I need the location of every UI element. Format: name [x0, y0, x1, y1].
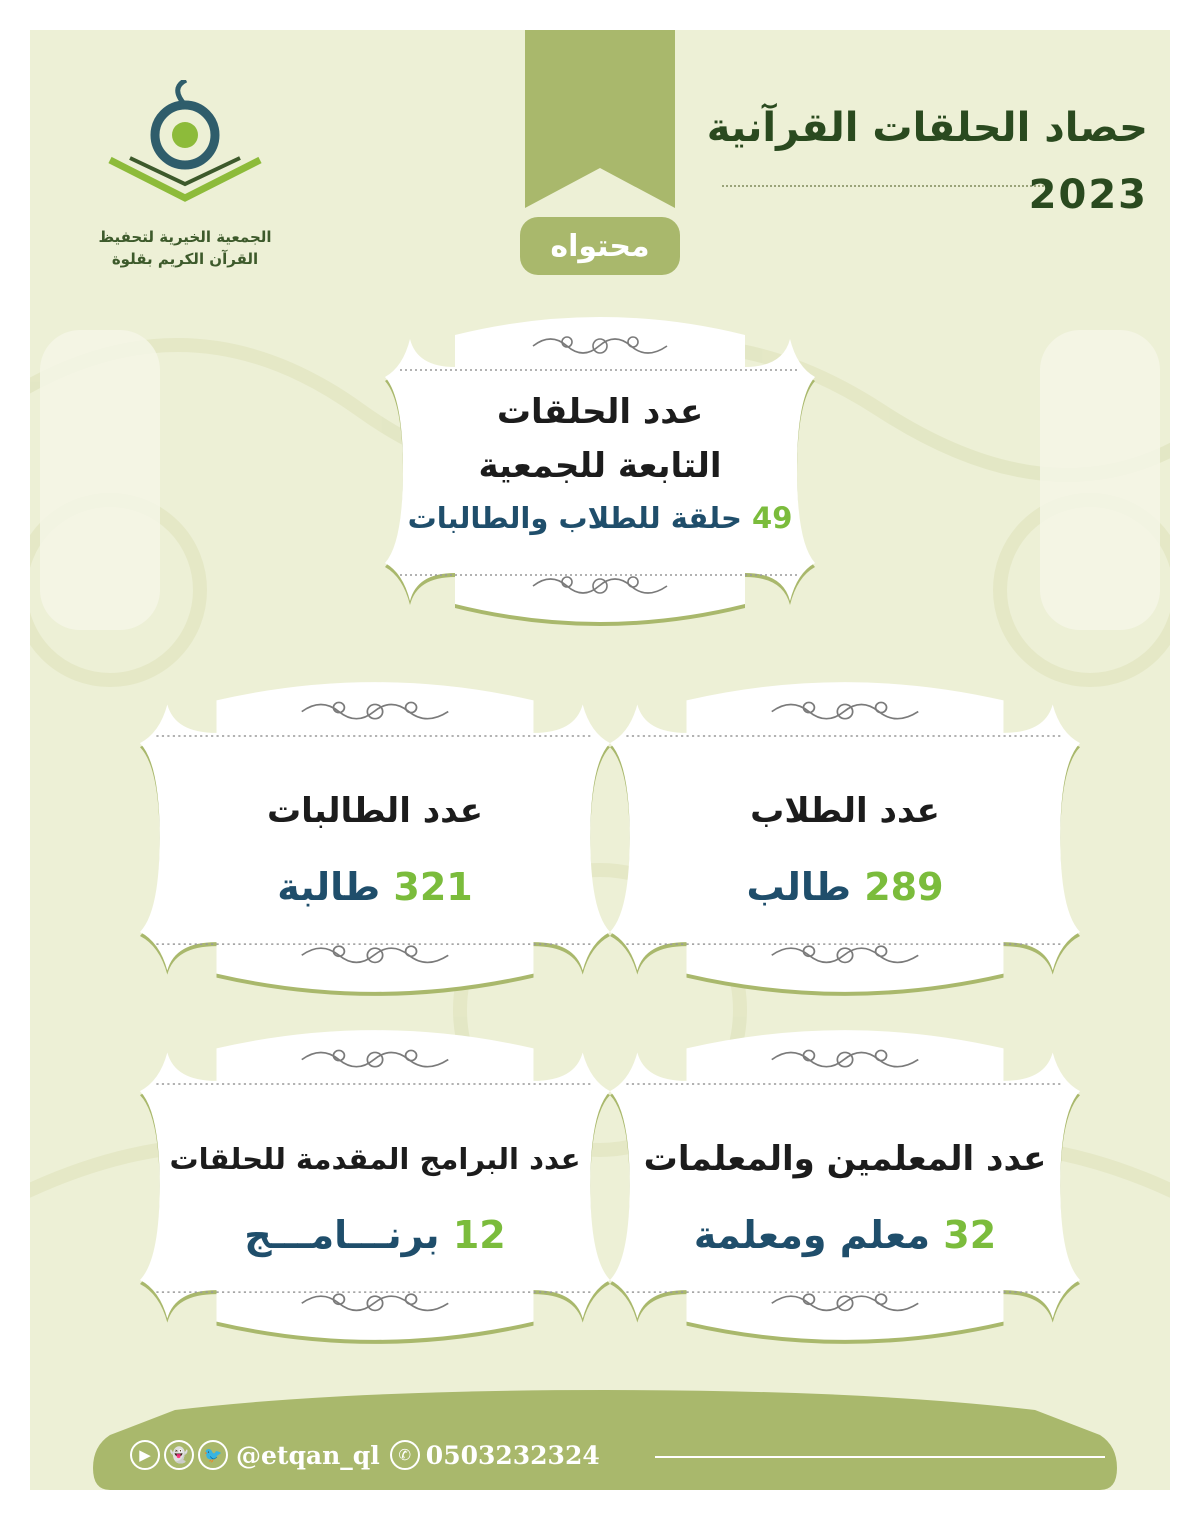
card-female-students-value	[140, 860, 610, 914]
twitter-icon[interactable]: 🐦	[198, 1440, 228, 1470]
card-circles	[385, 307, 815, 632]
social-handle[interactable]: @etqan_ql	[236, 1440, 380, 1470]
card-teachers	[610, 1020, 1080, 1350]
top-ribbon	[525, 30, 675, 208]
logo-line-2: القرآن الكريم بقلوة	[111, 250, 259, 268]
card-teachers-unit: معلم ومعلمة	[693, 1213, 931, 1257]
card-female-students-unit: طالبة	[277, 865, 381, 909]
logo-mark-icon	[90, 80, 280, 220]
card-female-students-number: 321	[393, 865, 473, 909]
card-programs-value	[140, 1208, 610, 1262]
whatsapp-icon[interactable]: ✆	[390, 1440, 420, 1470]
logo-line-1: الجمعية الخيرية لتحفيظ	[98, 228, 272, 246]
card-circles-title-line1: عدد الحلقات	[496, 392, 704, 432]
card-programs-number: 12	[452, 1213, 506, 1257]
card-male-students-title: عدد الطلاب	[750, 791, 940, 831]
card-male-students-unit: طالب	[746, 865, 851, 909]
card-male-students	[610, 672, 1080, 1002]
page-title: حصاد الحلقات القرآنية	[706, 105, 1148, 151]
contents-pill: محتواه	[520, 217, 680, 275]
association-logo	[90, 80, 280, 270]
card-teachers-title: عدد المعلمين والمعلمات	[643, 1139, 1047, 1179]
infographic-page	[30, 30, 1170, 1490]
card-female-students	[140, 672, 610, 1002]
card-programs-title: عدد البرامج المقدمة للحلقات	[169, 1142, 581, 1176]
footer-contacts	[130, 1435, 600, 1475]
title-divider	[722, 185, 1052, 187]
footer-bar	[85, 1390, 1125, 1490]
card-male-students-number: 289	[864, 865, 944, 909]
page-year: 2023	[1028, 172, 1148, 218]
card-circles-value	[385, 493, 815, 543]
card-programs-unit: برنـــامـــج	[244, 1213, 440, 1257]
card-programs	[140, 1020, 610, 1350]
snapchat-icon[interactable]: 👻	[164, 1440, 194, 1470]
card-male-students-value	[610, 860, 1080, 914]
phone-number[interactable]: 0503232324	[425, 1440, 600, 1470]
youtube-icon[interactable]: ▶	[130, 1440, 160, 1470]
card-circles-unit: حلقة للطلاب والطالبات	[407, 501, 742, 535]
card-female-students-title: عدد الطالبات	[266, 791, 484, 831]
card-circles-title-line2: التابعة للجمعية	[478, 446, 722, 486]
card-teachers-value	[610, 1208, 1080, 1262]
card-circles-number: 49	[752, 501, 793, 535]
card-teachers-number: 32	[943, 1213, 997, 1257]
footer-divider	[655, 1456, 1105, 1458]
